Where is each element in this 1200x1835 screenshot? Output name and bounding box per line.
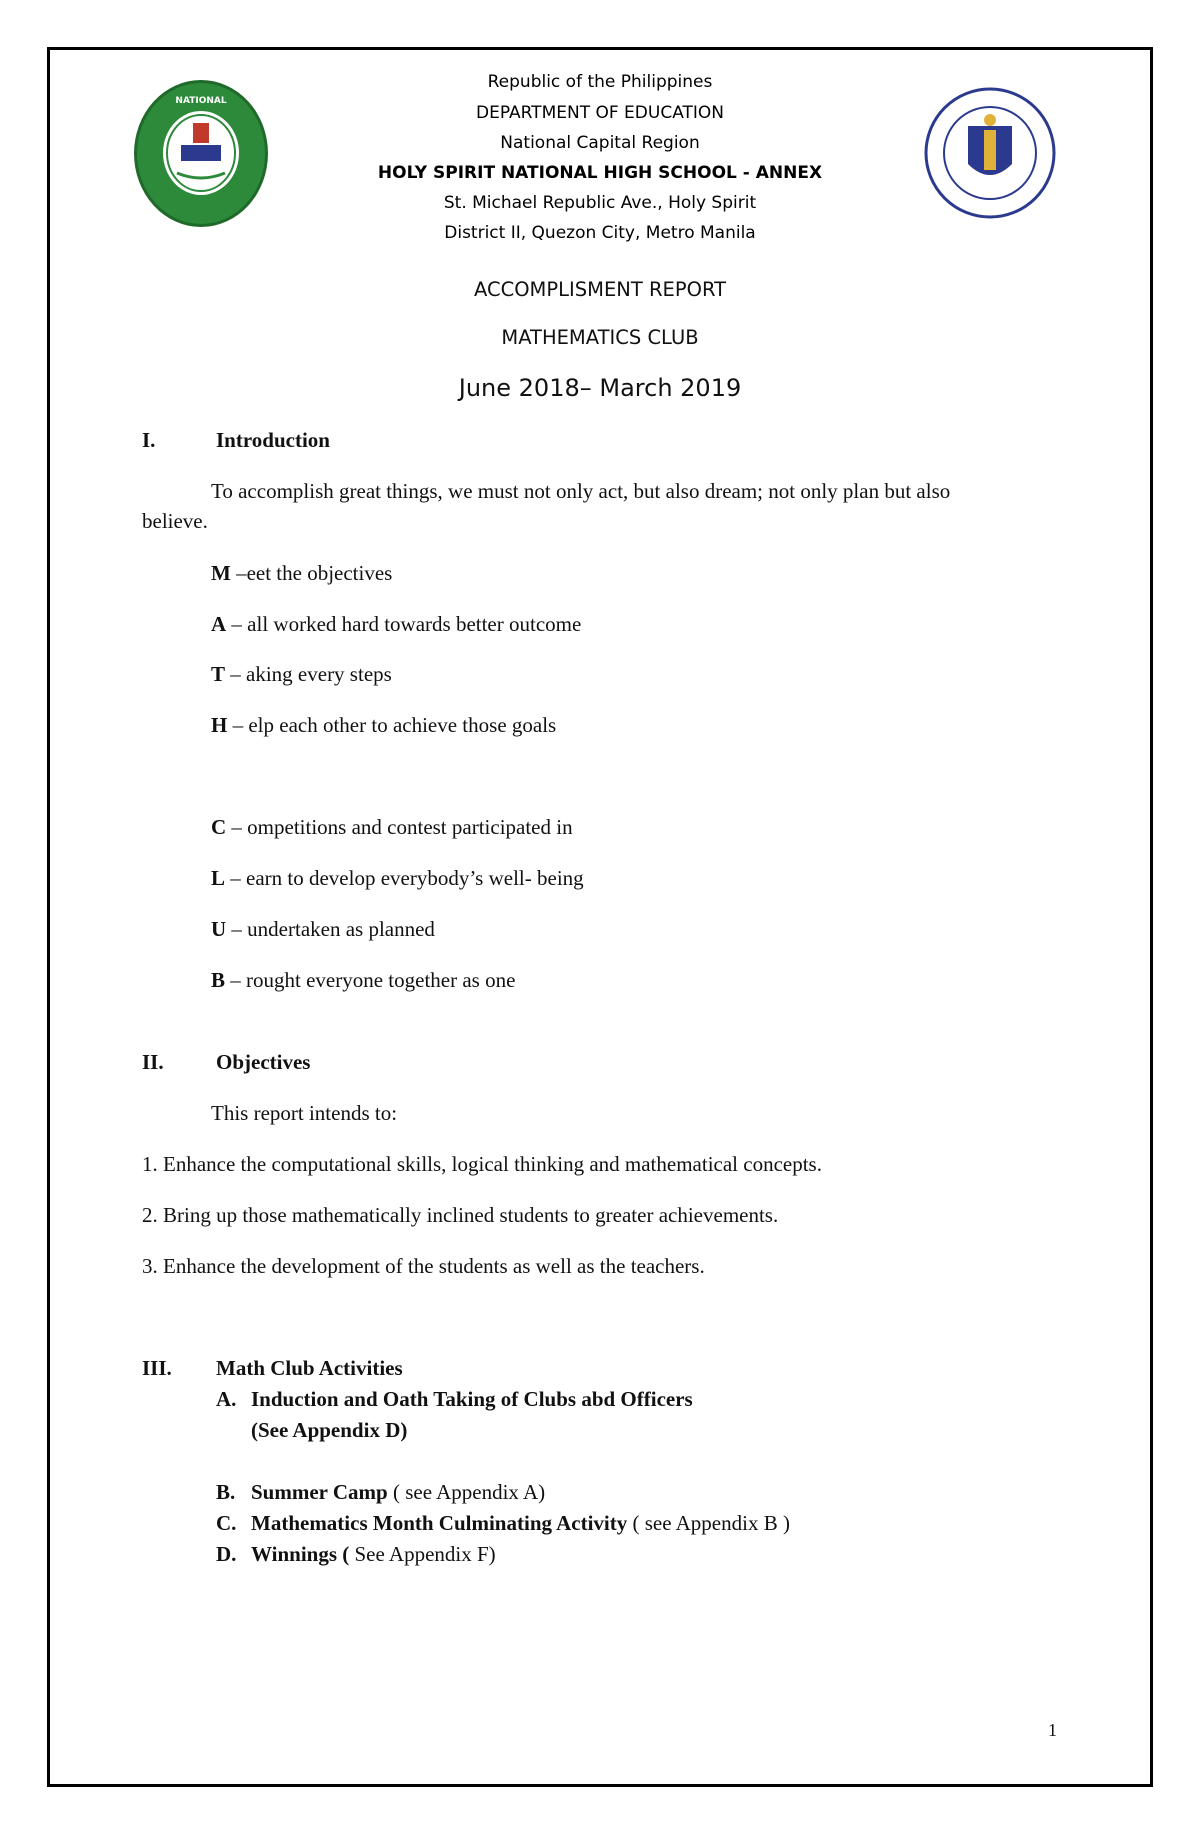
acrostic-item: A – all worked hard towards better outcome: [211, 612, 582, 636]
objective-item: 1. Enhance the computational skills, logical thinking and mathematical concepts.: [142, 1152, 822, 1176]
acrostic-item: B – rought everyone together as one: [211, 968, 516, 992]
header-address-1: St. Michael Republic Ave., Holy Spirit: [443, 193, 757, 213]
section-3-number: III.: [142, 1356, 172, 1380]
report-title: ACCOMPLISMENT REPORT: [473, 278, 726, 301]
activity-d-letter: D.: [216, 1542, 237, 1566]
acrostic-item: C – ompetitions and contest participated in: [211, 815, 573, 839]
intro-paragraph-line-1: To accomplish great things, we must not only act, but also dream; not only plan but also: [211, 479, 951, 503]
deped-seal-icon: [920, 86, 1060, 221]
section-3-heading: Math Club Activities: [216, 1356, 403, 1380]
intro-paragraph-line-2: believe.: [142, 509, 208, 533]
acrostic-item: H – elp each other to achieve those goals: [211, 713, 557, 737]
activity-d: Winnings ( See Appendix F): [251, 1542, 496, 1566]
header-address-2: District II, Quezon City, Metro Manila: [444, 223, 756, 243]
page-number: 1: [1048, 1720, 1057, 1740]
header-department: DEPARTMENT OF EDUCATION: [475, 103, 724, 123]
activity-c: Mathematics Month Culminating Activity ( see Appendix B ): [251, 1511, 790, 1535]
section-1-heading: Introduction: [216, 428, 330, 452]
activity-b: Summer Camp ( see Appendix A): [251, 1480, 546, 1504]
header-school: HOLY SPIRIT NATIONAL HIGH SCHOOL - ANNEX: [377, 163, 823, 183]
activity-a-ref: (See Appendix D): [251, 1418, 408, 1442]
acrostic-item: L – earn to develop everybody’s well- being: [211, 866, 584, 890]
acrostic-item: M –eet the objectives: [211, 561, 393, 585]
school-seal-icon: [134, 80, 268, 227]
objective-item: 2. Bring up those mathematically inclined students to greater achievements.: [142, 1203, 779, 1227]
header-region: National Capital Region: [500, 133, 700, 153]
activity-a-letter: A.: [216, 1387, 237, 1411]
svg-text:NATIONAL: NATIONAL: [175, 96, 227, 106]
section-1-number: I.: [142, 428, 156, 452]
acrostic-item: T – aking every steps: [211, 662, 392, 686]
header-republic: Republic of the Philippines: [487, 72, 713, 92]
acrostic-item: U – undertaken as planned: [211, 917, 435, 941]
objective-item: 3. Enhance the development of the students as well as the teachers.: [142, 1254, 705, 1278]
objectives-intro: This report intends to:: [211, 1101, 398, 1125]
activity-b-letter: B.: [216, 1480, 236, 1504]
activity-a-title: Induction and Oath Taking of Clubs abd Officers: [251, 1387, 693, 1411]
club-title: MATHEMATICS CLUB: [501, 326, 699, 349]
period-title: June 2018– March 2019: [458, 374, 742, 402]
section-2-heading: Objectives: [216, 1050, 311, 1074]
section-2-number: II.: [142, 1050, 164, 1074]
activity-c-letter: C.: [216, 1511, 237, 1535]
